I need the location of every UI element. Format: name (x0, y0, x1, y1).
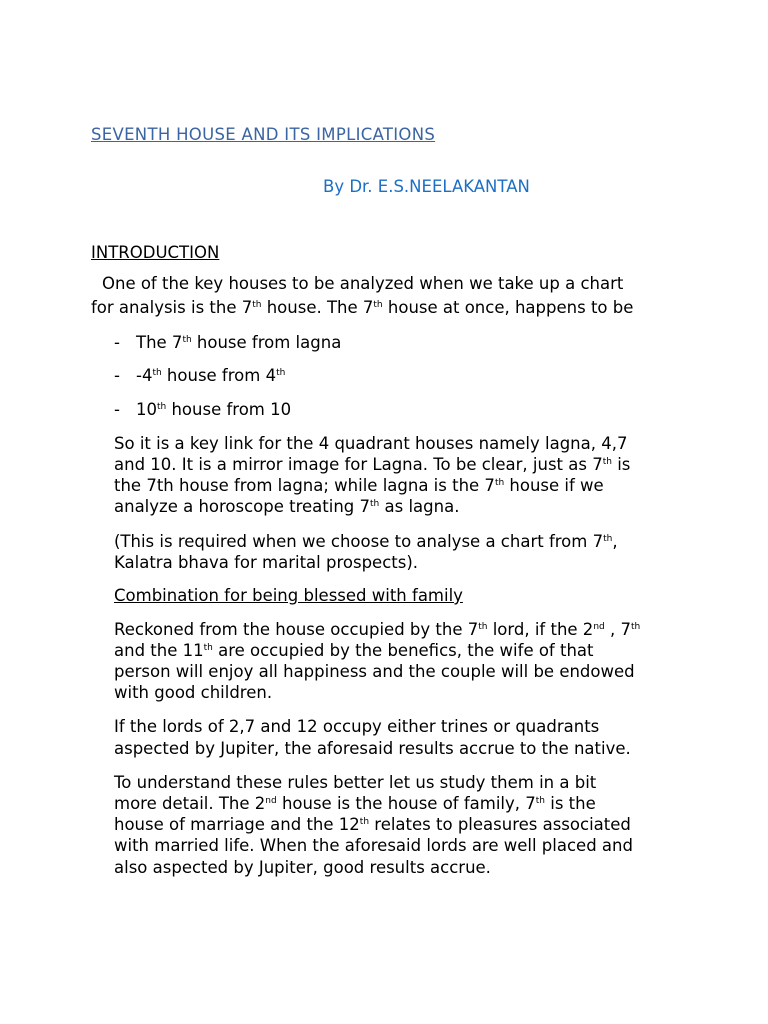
paragraph-line: the 7th house from lagna; while lagna is the 7th house if we (114, 476, 604, 495)
paragraph-line: analyze a horoscope treating 7th as lagna. (114, 497, 460, 516)
section-heading-introduction: INTRODUCTION (91, 243, 220, 262)
paragraph-line: Kalatra bhava for marital prospects). (114, 553, 419, 572)
list-dash: - (114, 333, 120, 352)
list-item: -4th house from 4th (136, 366, 286, 385)
paragraph-line: (This is required when we choose to analyse a chart from 7th, (114, 532, 618, 551)
paragraph-line: house of marriage and the 12th relates to pleasures associated (114, 815, 631, 834)
list-dash: - (114, 400, 120, 419)
paragraph-line: So it is a key link for the 4 quadrant houses namely lagna, 4,7 (114, 434, 628, 453)
paragraph-line: with good children. (114, 683, 273, 702)
paragraph-line: and the 11th are occupied by the benefics, the wife of that (114, 641, 594, 660)
paragraph-line: aspected by Jupiter, the aforesaid results accrue to the native. (114, 739, 631, 758)
section-heading-family: Combination for being blessed with family (114, 586, 463, 605)
paragraph-line: with married life. When the aforesaid lords are well placed and (114, 836, 633, 855)
list-dash: - (114, 366, 120, 385)
document-title: SEVENTH HOUSE AND ITS IMPLICATIONS (91, 125, 436, 144)
paragraph-line: person will enjoy all happiness and the couple will be endowed (114, 662, 635, 681)
list-item: The 7th house from lagna (136, 333, 342, 352)
paragraph-line: One of the key houses to be analyzed when we take up a chart (102, 274, 624, 293)
paragraph-line: more detail. The 2nd house is the house of family, 7th is the (114, 794, 596, 813)
paragraph-line: To understand these rules better let us study them in a bit (114, 773, 597, 792)
paragraph-line: and 10. It is a mirror image for Lagna. To be clear, just as 7th is (114, 455, 631, 474)
paragraph-line: for analysis is the 7th house. The 7th house at once, happens to be (91, 298, 634, 317)
paragraph-line: also aspected by Jupiter, good results accrue. (114, 858, 491, 877)
paragraph-line: If the lords of 2,7 and 12 occupy either trines or quadrants (114, 717, 600, 736)
author-line: By Dr. E.S.NEELAKANTAN (323, 177, 530, 196)
paragraph-line: Reckoned from the house occupied by the 7th lord, if the 2nd , 7th (114, 620, 641, 639)
list-item: 10th house from 10 (136, 400, 292, 419)
